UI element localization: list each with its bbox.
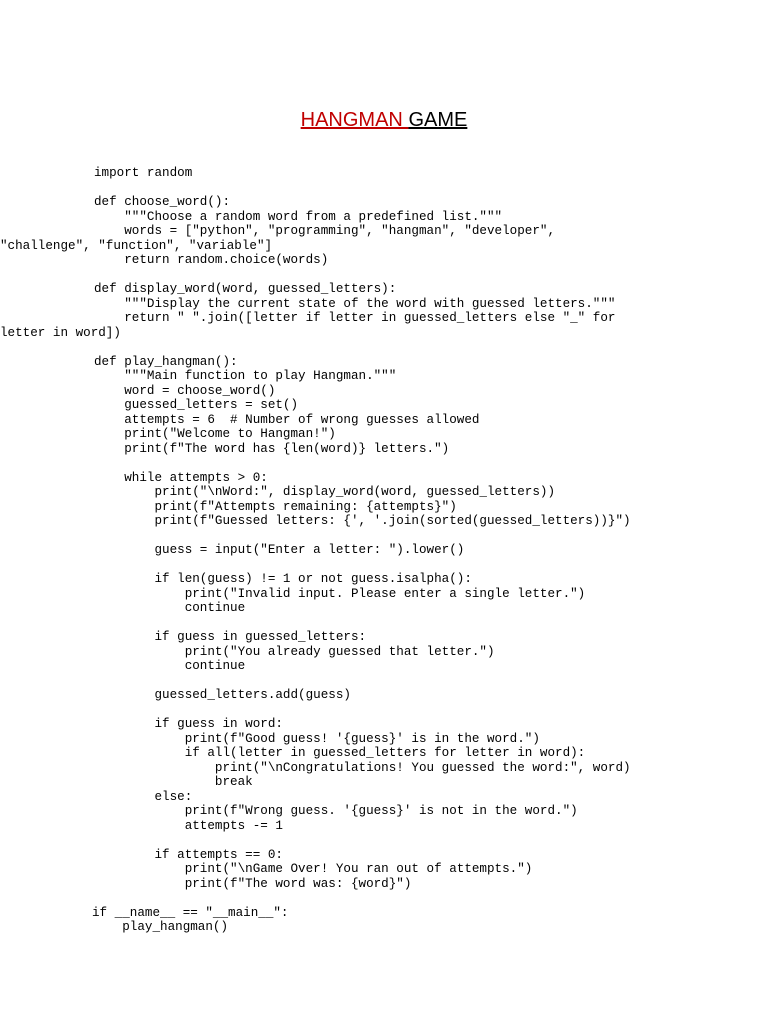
code-line: attempts = 6 # Number of wrong guesses allowed bbox=[94, 412, 480, 427]
code-line bbox=[94, 529, 694, 544]
code-line bbox=[94, 181, 694, 196]
code-line bbox=[94, 340, 694, 355]
code-line: guessed_letters = set() bbox=[94, 398, 299, 412]
code-line: print("\nWord:", display_word(word, guessed_letters)) bbox=[94, 485, 556, 499]
code-line bbox=[94, 268, 694, 283]
code-line bbox=[94, 703, 694, 718]
code-line bbox=[94, 456, 694, 471]
code-line: "challenge", "function", "variable"] bbox=[0, 238, 273, 253]
code-line: guess = input("Enter a letter: ").lower() bbox=[94, 543, 465, 557]
code-line: """Display the current state of the word with guessed letters.""" bbox=[94, 296, 616, 311]
code-line bbox=[94, 674, 694, 689]
code-line: def display_word(word, guessed_letters): bbox=[94, 282, 397, 296]
code-line: continue bbox=[94, 659, 246, 673]
code-line: """Choose a random word from a predefined list.""" bbox=[94, 209, 503, 224]
title-hangman: HANGMAN bbox=[300, 109, 409, 131]
code-line: print(f"The word was: {word}") bbox=[94, 876, 412, 891]
code-line: print(f"Wrong guess. '{guess}' is not in the word.") bbox=[94, 804, 578, 818]
code-line: continue bbox=[94, 601, 246, 615]
code-line: def play_hangman(): bbox=[94, 354, 238, 369]
code-line: play_hangman() bbox=[92, 920, 229, 934]
code-line: return " ".join([letter if letter in guessed_letters else "_" for bbox=[94, 311, 616, 325]
code-line: words = ["python", "programming", "hangman", "developer", bbox=[94, 224, 556, 238]
code-line: if attempts == 0: bbox=[94, 847, 283, 862]
code-line: attempts -= 1 bbox=[94, 818, 283, 833]
code-line: if __name__ == "__main__": bbox=[92, 905, 289, 920]
code-line: return random.choice(words) bbox=[94, 253, 329, 267]
code-line: while attempts > 0: bbox=[94, 470, 268, 485]
code-line: else: bbox=[94, 789, 193, 804]
code-line: if guess in guessed_letters: bbox=[94, 630, 367, 644]
code-line: print("Invalid input. Please enter a single letter.") bbox=[94, 586, 586, 601]
code-line: if all(letter in guessed_letters for letter in word): bbox=[94, 746, 586, 760]
code-line: if guess in word: bbox=[94, 717, 283, 731]
code-line: print(f"The word has {len(word)} letters.") bbox=[94, 441, 450, 456]
document-title bbox=[0, 108, 768, 132]
code-line: print(f"Good guess! '{guess}' is in the word.") bbox=[94, 731, 540, 746]
code-line: if len(guess) != 1 or not guess.isalpha(): bbox=[94, 572, 472, 586]
code-line bbox=[94, 891, 694, 906]
code-line: word = choose_word() bbox=[94, 383, 276, 398]
code-line bbox=[94, 616, 694, 631]
code-line: """Main function to play Hangman.""" bbox=[94, 369, 397, 383]
code-line: print(f"Attempts remaining: {attempts}") bbox=[94, 499, 457, 514]
code-line: print("Welcome to Hangman!") bbox=[94, 427, 336, 441]
code-line: letter in word]) bbox=[0, 325, 121, 340]
code-line: print("\nCongratulations! You guessed the word:", word) bbox=[94, 760, 631, 775]
title-game: GAME bbox=[408, 109, 468, 131]
code-line: print("\nGame Over! You ran out of attempts.") bbox=[94, 862, 533, 876]
code-line: print("You already guessed that letter.") bbox=[94, 644, 495, 659]
code-line: def choose_word(): bbox=[94, 195, 231, 209]
code-line bbox=[94, 833, 694, 848]
code-line: print(f"Guessed letters: {', '.join(sorted(guessed_letters))}") bbox=[94, 514, 631, 528]
code-block bbox=[0, 166, 694, 935]
code-line: break bbox=[94, 775, 253, 789]
code-line bbox=[94, 558, 694, 573]
code-line: guessed_letters.add(guess) bbox=[94, 688, 351, 702]
code-line: import random bbox=[94, 166, 193, 180]
